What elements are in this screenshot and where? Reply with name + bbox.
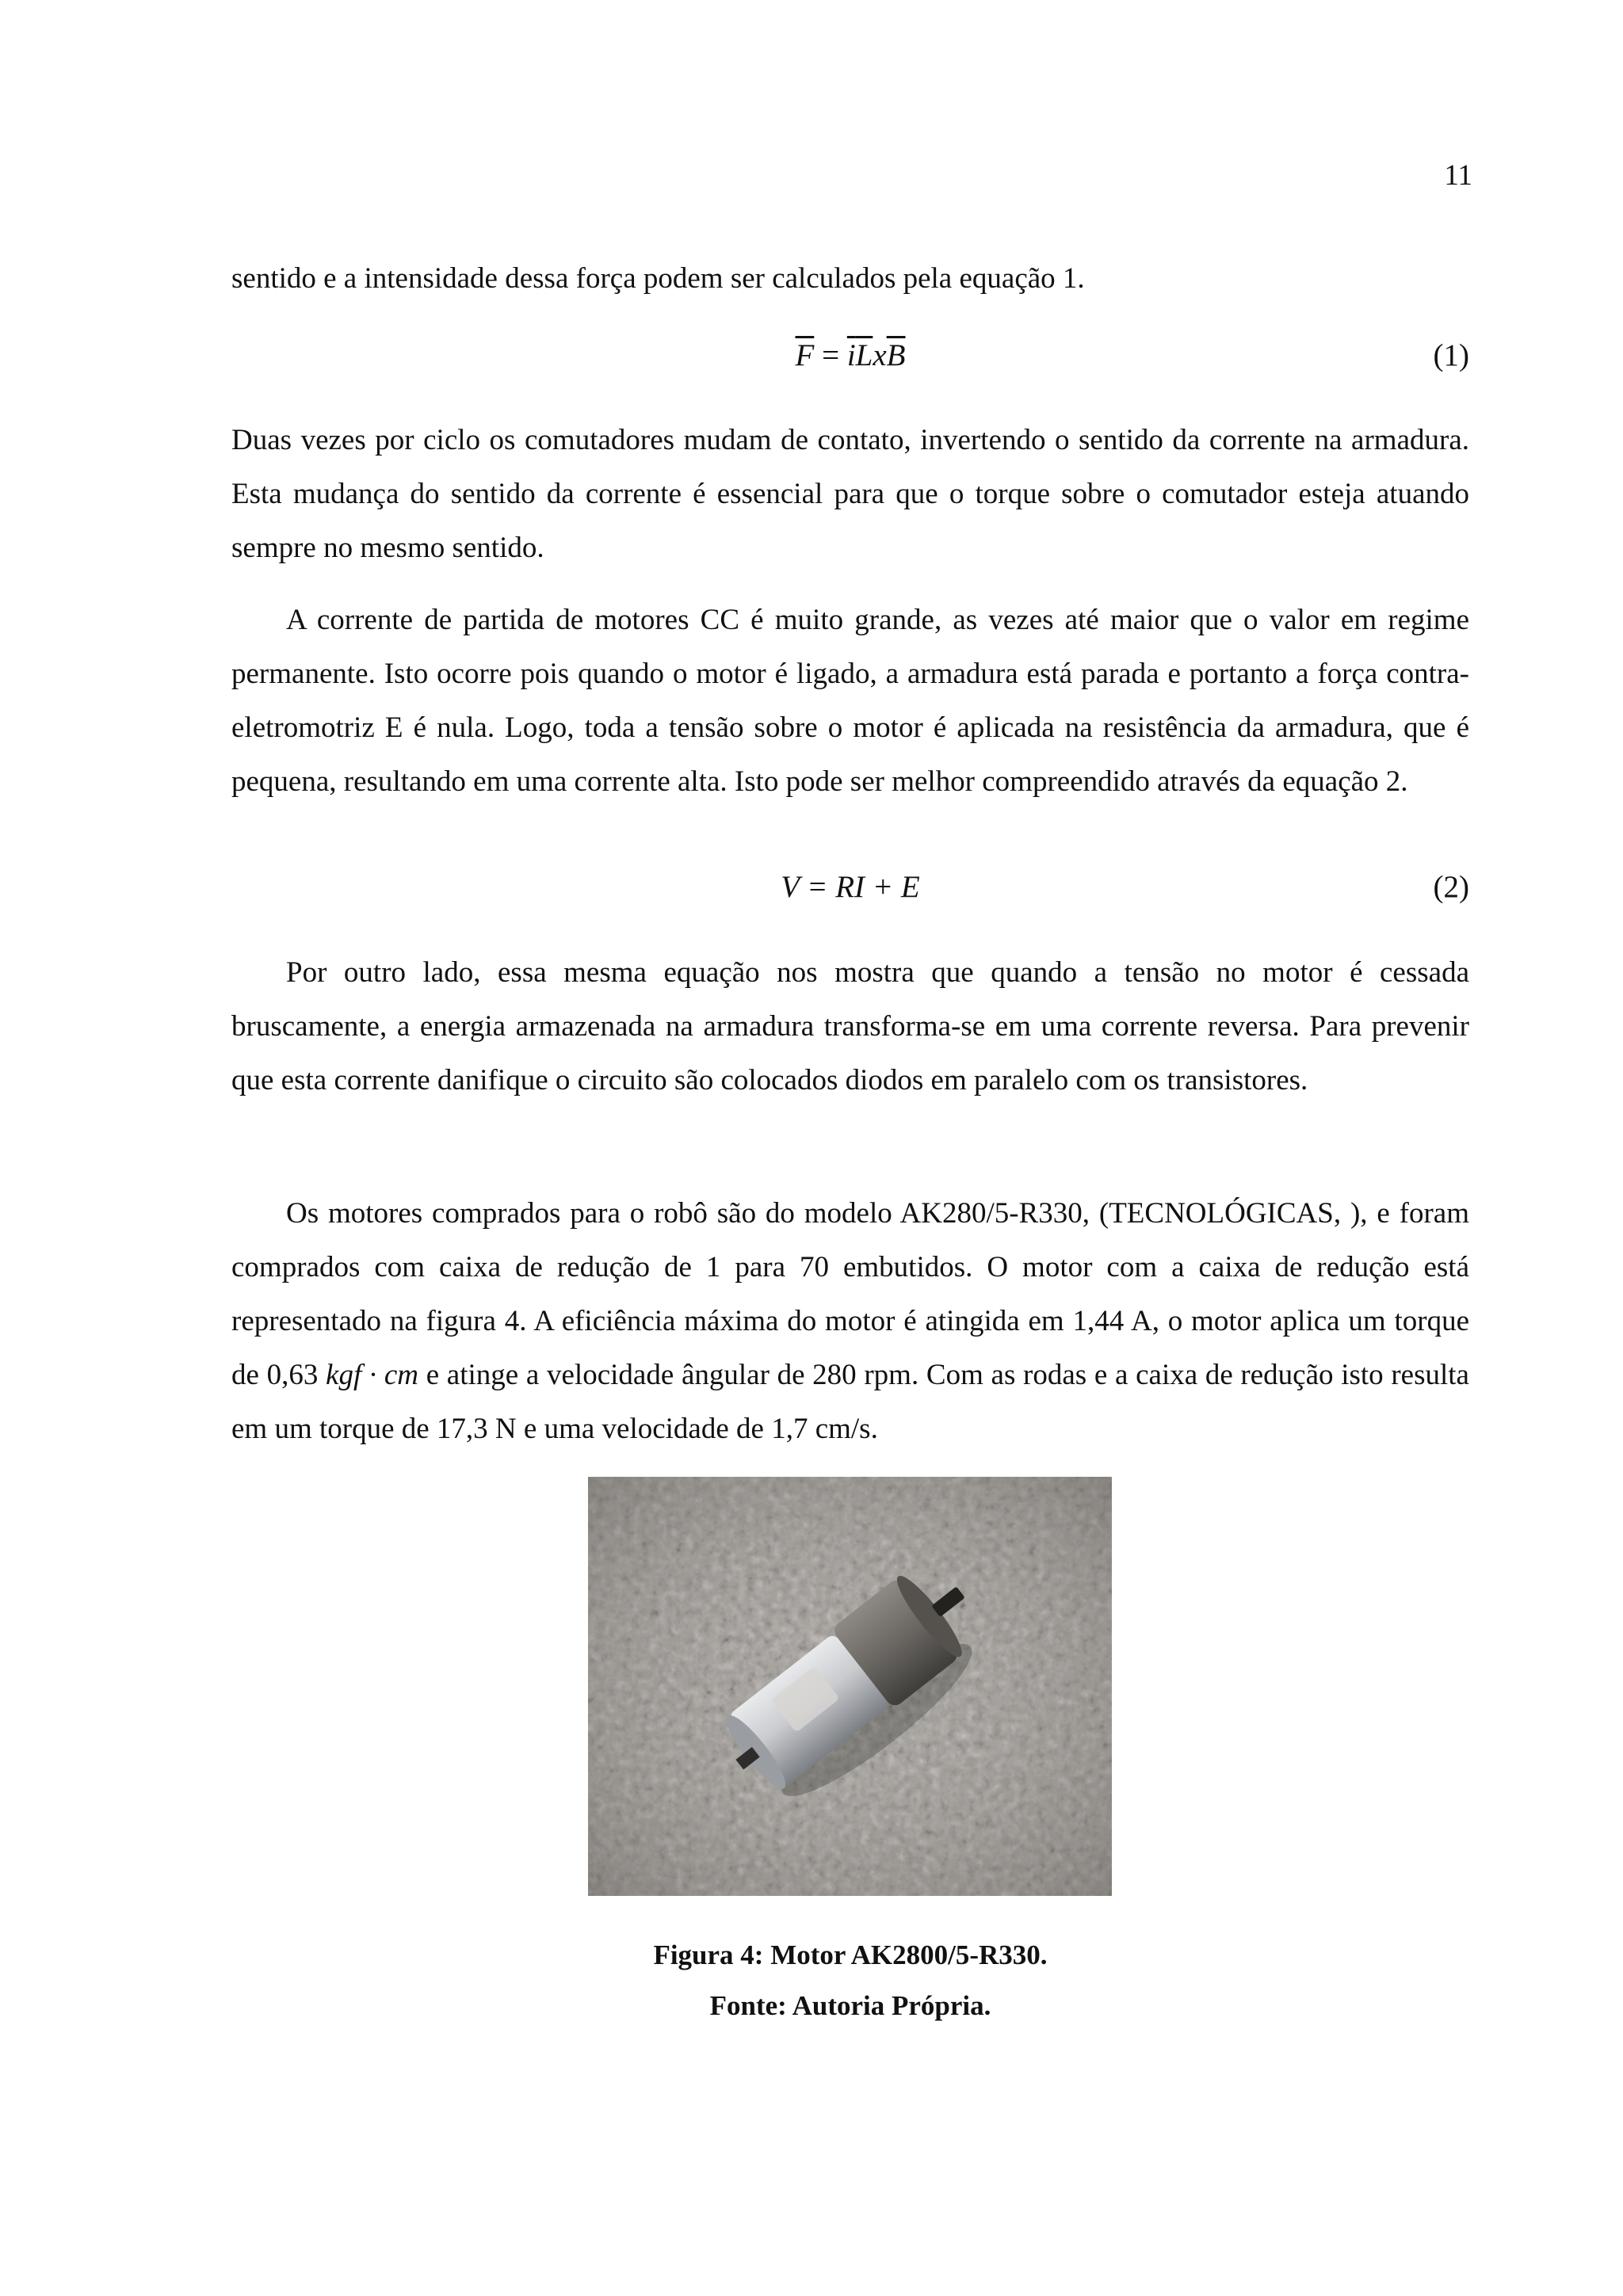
eq1-cross: x bbox=[873, 338, 887, 372]
figure-caption: Figura 4: Motor AK2800/5-R330. bbox=[653, 1939, 1048, 1970]
torque-unit: kgf · cm bbox=[326, 1359, 419, 1391]
paragraph-reverse-current bbox=[231, 946, 1469, 1108]
equation-1 bbox=[231, 329, 1469, 383]
eq1-equals: = bbox=[814, 338, 847, 372]
equation-2 bbox=[231, 860, 1469, 914]
motor-photo bbox=[588, 1477, 1112, 1896]
paragraph-text: sentido e a intensidade dessa força podem ser calculados pela equação 1. bbox=[231, 262, 1085, 295]
eq1-length-l: $\overline{L}$ bbox=[855, 338, 873, 372]
paragraph-motor-specs bbox=[231, 1187, 1469, 1456]
equation-2-expression: V = RI + E bbox=[781, 870, 920, 904]
motor-specs-text-start: Os motores comprados para o robô são do modelo AK280/5-R330, (TECNOLÓGICAS, ), e foram comprados com caixa de redução de 1 para 70 embutidos. O motor com a caixa de redução está representado na figura 4. A eficiência máxima do motor é atingida em 1,44 A, o motor aplica um torque de 0,63 bbox=[231, 1197, 1469, 1391]
eq1-vector-f: $\overline{F}$ bbox=[795, 338, 815, 372]
paragraph-text: Por outro lado, essa mesma equação nos mostra que quando a tensão no motor é cessada bruscamente, a energia armazenada na armadura transforma-se em uma corrente reversa. Para prevenir que esta corrente danifique o circuito são colocados diodos em paralelo com os transistores. bbox=[231, 956, 1469, 1097]
paragraph-intro bbox=[231, 252, 1469, 306]
paragraph-text bbox=[231, 1187, 1469, 1456]
equation-1-expression bbox=[231, 329, 1469, 383]
paragraph-text: A corrente de partida de motores CC é muito grande, as vezes até maior que o valor em regime permanente. Isto ocorre pois quando o motor é ligado, a armadura está parada e portanto a força contra-eletromotriz E é nula. Logo, toda a tensão sobre o motor é aplicada na resistência da armadura, que é pequena, resultando em uma corrente alta. Isto pode ser melhor compreendido através da equação 2. bbox=[231, 604, 1469, 798]
paragraph-commutators bbox=[231, 414, 1469, 575]
equation-1-number: (1) bbox=[1433, 338, 1469, 372]
paragraph-text: Duas vezes por ciclo os comutadores mudam de contato, invertendo o sentido da corrente na armadura. Esta mudança do sentido da corrente é essencial para que o torque sobre o comutador esteja atuando sempre no mesmo sentido. bbox=[231, 424, 1469, 564]
motor-photo-drawing bbox=[588, 1477, 1112, 1896]
eq1-current-i: $\overline{i}$ bbox=[846, 338, 856, 372]
paragraph-starting-current bbox=[231, 593, 1469, 809]
page-number: 11 bbox=[1444, 159, 1472, 192]
figure-source: Fonte: Autoria Própria. bbox=[709, 1990, 991, 2021]
equation-2-number: (2) bbox=[1433, 870, 1469, 904]
eq1-field-b: $\overline{B}$ bbox=[886, 338, 906, 372]
motor-specs-text-end: e atinge a velocidade ângular de 280 rpm. Com as rodas e a caixa de redução isto resulta em um torque de 17,3 N e uma velocidade de 1,7 cm/s. bbox=[231, 1359, 1469, 1445]
